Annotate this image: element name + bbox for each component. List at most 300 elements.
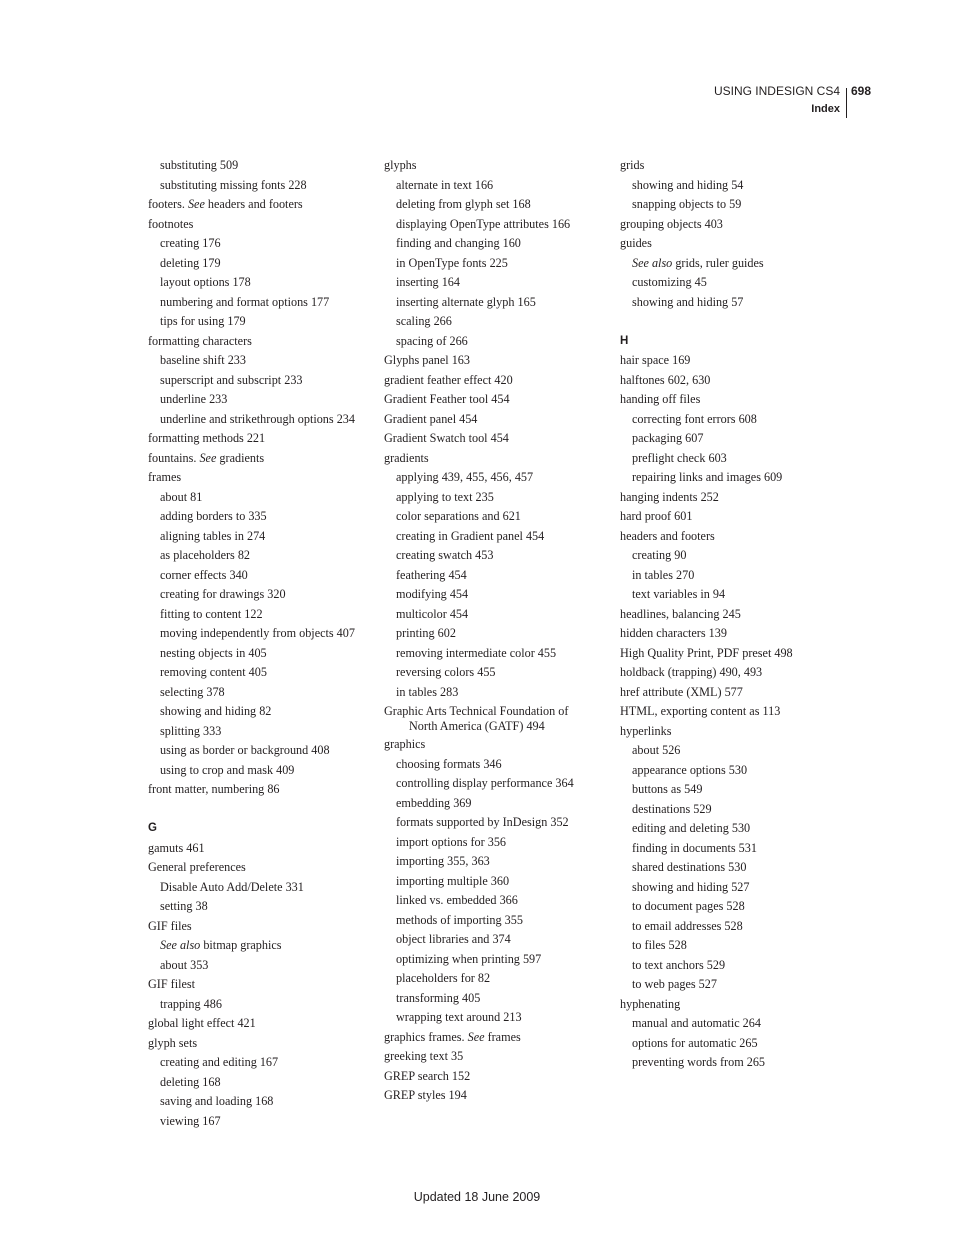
index-subentry — [384, 507, 614, 527]
entry-text: creating swatch 453 — [396, 548, 494, 562]
index-subentry — [384, 527, 614, 547]
entry-text: greeking text 35 — [384, 1049, 464, 1063]
index-subentry — [148, 254, 378, 274]
index-subentry — [384, 176, 614, 196]
entry-text: multicolor 454 — [396, 606, 469, 621]
see-target: grids, ruler guides — [675, 255, 764, 270]
see-target: frames — [487, 1029, 521, 1044]
entry-text: preventing words from 265 — [632, 1055, 766, 1069]
index-subentry — [148, 390, 378, 410]
index-subentry — [620, 468, 860, 488]
entry-text: formatting methods 221 — [148, 431, 266, 445]
index-subentry — [620, 195, 860, 215]
entry-text: Gradient Feather tool 454 — [384, 392, 510, 406]
index-subentry — [620, 800, 860, 820]
index-entry — [384, 410, 614, 430]
index-entry — [148, 858, 378, 878]
index-subentry — [620, 878, 860, 898]
entry-text: creating and editing 167 — [160, 1055, 279, 1069]
entry-text: transforming 405 — [396, 990, 481, 1005]
entry-text: methods of importing 355 — [396, 912, 523, 927]
index-subentry — [148, 702, 378, 722]
entry-text: buttons as 549 — [632, 782, 703, 796]
index-subentry — [148, 488, 378, 508]
entry-text: underline and strikethrough options 234 — [160, 411, 355, 426]
index-entry — [384, 1086, 614, 1106]
index-subentry — [148, 1053, 378, 1073]
index-subentry — [148, 507, 378, 527]
spacer — [148, 800, 378, 820]
index-subentry — [148, 312, 378, 332]
entry-text: using as border or background 408 — [160, 743, 330, 757]
spacer — [620, 312, 860, 332]
index-entry — [620, 663, 860, 683]
index-entry — [384, 449, 614, 469]
entry-text: to email addresses 528 — [632, 918, 743, 933]
index-entry — [384, 1067, 614, 1087]
index-subentry — [148, 1092, 378, 1112]
index-subentry — [384, 546, 614, 566]
entry-text: guides — [620, 236, 652, 250]
entry-text: baseline shift 233 — [160, 353, 246, 367]
entry-text: Gradient Swatch tool 454 — [384, 431, 509, 445]
index-subentry — [148, 527, 378, 547]
entry-text: fountains. — [148, 450, 197, 465]
index-subentry — [148, 176, 378, 196]
entry-text: glyphs — [384, 158, 417, 172]
entry-text: removing intermediate color 455 — [396, 645, 557, 660]
index-subentry — [384, 872, 614, 892]
index-subentry — [384, 215, 614, 235]
entry-text: options for automatic 265 — [632, 1035, 758, 1050]
index-entry — [620, 995, 860, 1015]
index-entry — [620, 215, 860, 235]
index-subentry — [384, 566, 614, 586]
index-entry — [384, 156, 614, 176]
index-subentry — [384, 468, 614, 488]
entry-text: aligning tables in 274 — [160, 528, 266, 543]
entry-text: reversing colors 455 — [396, 665, 496, 679]
index-subentry — [620, 254, 860, 274]
entry-text: creating in Gradient panel 454 — [396, 528, 545, 543]
entry-text: frames — [148, 470, 182, 484]
index-entry — [620, 507, 860, 527]
index-subentry — [620, 761, 860, 781]
index-subentry — [148, 566, 378, 586]
header-divider — [846, 88, 847, 118]
entry-continuation: North America (GATF) 494 — [409, 719, 545, 733]
entry-text: saving and loading 168 — [160, 1094, 274, 1108]
entry-text: packaging 607 — [632, 431, 704, 445]
index-subentry — [384, 813, 614, 833]
entry-text: in tables 283 — [396, 684, 459, 699]
entry-text: gamuts 461 — [148, 840, 205, 855]
index-subentry — [384, 833, 614, 853]
index-subentry — [148, 156, 378, 176]
index-entry — [620, 644, 860, 664]
index-entry — [148, 195, 378, 215]
entry-text: removing content 405 — [160, 665, 267, 679]
see-target: gradients — [219, 450, 265, 465]
index-entry — [148, 429, 378, 449]
index-subentry — [148, 605, 378, 625]
index-column-1 — [148, 156, 378, 1131]
entry-text: gradients — [384, 450, 429, 465]
index-subentry — [384, 605, 614, 625]
entry-text: displaying OpenType attributes 166 — [396, 216, 571, 231]
index-subentry — [384, 254, 614, 274]
entry-text: High Quality Print, PDF preset 498 — [620, 645, 793, 660]
index-subentry — [384, 585, 614, 605]
index-subentry — [384, 950, 614, 970]
index-subentry — [620, 449, 860, 469]
see-reference: See — [187, 197, 205, 211]
index-subentry — [384, 852, 614, 872]
entry-text: grouping objects 403 — [620, 216, 723, 231]
index-entry — [148, 780, 378, 800]
see-target: bitmap graphics — [203, 938, 282, 952]
entry-text: adding borders to 335 — [160, 509, 267, 523]
entry-text: splitting 333 — [160, 723, 222, 738]
entry-text: hidden characters 139 — [620, 626, 727, 640]
index-entry — [148, 839, 378, 859]
index-subentry — [384, 683, 614, 703]
entry-text: global light effect 421 — [148, 1016, 256, 1030]
index-subentry — [384, 969, 614, 989]
entry-text: glyph sets — [148, 1035, 198, 1050]
index-entry — [620, 371, 860, 391]
entry-text: Graphic Arts Technical Foundation of — [384, 704, 569, 718]
entry-text: GREP styles 194 — [384, 1088, 467, 1102]
index-subentry — [148, 936, 378, 956]
entry-text: footnotes — [148, 216, 194, 231]
index-subentry — [148, 995, 378, 1015]
index-entry — [620, 156, 860, 176]
index-entry — [620, 488, 860, 508]
see-reference: See — [199, 450, 217, 465]
entry-text: linked vs. embedded 366 — [396, 893, 518, 907]
index-subentry — [148, 897, 378, 917]
index-entry — [148, 468, 378, 488]
index-entry — [384, 351, 614, 371]
entry-text: moving independently from objects 407 — [160, 626, 355, 640]
entry-text: gradient feather effect 420 — [384, 372, 513, 387]
entry-text: to web pages 527 — [632, 977, 717, 991]
entry-text: graphics frames. — [384, 1029, 465, 1044]
index-subentry — [620, 176, 860, 196]
entry-text: snapping objects to 59 — [632, 197, 742, 211]
entry-text: front matter, numbering 86 — [148, 782, 280, 796]
entry-text: showing and hiding 54 — [632, 177, 744, 192]
entry-text: Glyphs panel 163 — [384, 353, 470, 367]
entry-text: fitting to content 122 — [160, 606, 263, 621]
entry-text: deleting from glyph set 168 — [396, 197, 531, 211]
entry-text: import options for 356 — [396, 834, 507, 849]
entry-text: numbering and format options 177 — [160, 294, 330, 309]
index-subentry — [620, 917, 860, 937]
index-subentry — [148, 371, 378, 391]
letter-heading: G — [148, 822, 157, 834]
index-entry — [384, 1028, 614, 1048]
entry-text: customizing 45 — [632, 275, 707, 289]
index-subentry — [620, 897, 860, 917]
index-subentry — [620, 429, 860, 449]
see-reference: See also — [632, 255, 673, 270]
index-entry — [148, 332, 378, 352]
entry-text: printing 602 — [396, 626, 456, 640]
entry-text: hanging indents 252 — [620, 489, 719, 504]
index-subentry — [148, 293, 378, 313]
entry-text: viewing 167 — [160, 1113, 221, 1128]
entry-text: feathering 454 — [396, 567, 467, 582]
entry-text: applying 439, 455, 456, 457 — [396, 470, 534, 484]
index-entry — [620, 234, 860, 254]
entry-text: hair space 169 — [620, 353, 691, 367]
index-subentry — [148, 234, 378, 254]
entry-text: shared destinations 530 — [632, 860, 747, 874]
index-entry — [384, 429, 614, 449]
entry-text: finding and changing 160 — [396, 236, 521, 250]
entry-text: deleting 179 — [160, 255, 221, 270]
index-subentry — [620, 566, 860, 586]
index-subentry — [148, 410, 378, 430]
entry-text: wrapping text around 213 — [396, 1010, 522, 1024]
entry-text: layout options 178 — [160, 275, 251, 289]
index-subentry — [620, 585, 860, 605]
index-entry — [620, 683, 860, 703]
entry-text: substituting 509 — [160, 158, 239, 172]
index-entry — [620, 722, 860, 742]
index-entry — [148, 975, 378, 995]
index-subentry — [620, 546, 860, 566]
index-entry — [620, 624, 860, 644]
entry-text: holdback (trapping) 490, 493 — [620, 665, 763, 679]
index-subentry — [148, 663, 378, 683]
index-entry — [384, 702, 614, 735]
index-subentry — [148, 273, 378, 293]
entry-text: halftones 602, 630 — [620, 372, 711, 387]
index-subentry — [148, 546, 378, 566]
index-subentry — [384, 195, 614, 215]
entry-text: scaling 266 — [396, 314, 452, 328]
index-entry — [620, 527, 860, 547]
index-subentry — [620, 936, 860, 956]
index-column-2 — [384, 156, 614, 1106]
index-entry — [148, 449, 378, 469]
entry-text: appearance options 530 — [632, 762, 748, 777]
entry-text: tips for using 179 — [160, 314, 246, 328]
index-entry — [148, 215, 378, 235]
index-subentry — [148, 761, 378, 781]
index-entry — [384, 390, 614, 410]
index-subentry — [148, 624, 378, 644]
entry-text: href attribute (XML) 577 — [620, 684, 743, 699]
entry-text: to text anchors 529 — [632, 957, 726, 972]
index-subentry — [384, 755, 614, 775]
index-subentry — [384, 1008, 614, 1028]
entry-text: creating 176 — [160, 236, 221, 250]
entry-text: Disable Auto Add/Delete 331 — [160, 879, 304, 894]
index-subentry — [384, 293, 614, 313]
index-entry — [620, 390, 860, 410]
entry-text: color separations and 621 — [396, 509, 521, 523]
entry-text: formats supported by InDesign 352 — [396, 815, 569, 829]
entry-text: selecting 378 — [160, 684, 225, 699]
entry-text: object libraries and 374 — [396, 932, 511, 946]
entry-text: showing and hiding 527 — [632, 879, 750, 894]
entry-text: handing off files — [620, 392, 701, 406]
index-subentry — [384, 891, 614, 911]
index-subentry — [384, 774, 614, 794]
index-subentry — [620, 858, 860, 878]
index-subentry — [384, 273, 614, 293]
entry-text: hyperlinks — [620, 723, 672, 738]
entry-text: correcting font errors 608 — [632, 411, 757, 426]
entry-text: to document pages 528 — [632, 899, 745, 913]
letter-heading: H — [620, 334, 629, 347]
entry-text: controlling display performance 364 — [396, 776, 574, 790]
entry-text: deleting 168 — [160, 1074, 221, 1089]
index-subentry — [620, 1014, 860, 1034]
see-reference: See — [467, 1029, 485, 1044]
entry-text: choosing formats 346 — [396, 756, 502, 771]
index-subentry — [384, 234, 614, 254]
entry-text: about 353 — [160, 957, 209, 972]
entry-text: nesting objects in 405 — [160, 645, 267, 660]
entry-text: inserting 164 — [396, 275, 460, 289]
entry-text: creating for drawings 320 — [160, 587, 286, 601]
entry-text: spacing of 266 — [396, 333, 468, 348]
index-subentry — [148, 585, 378, 605]
index-subentry — [148, 1073, 378, 1093]
index-subentry — [620, 293, 860, 313]
index-subentry — [148, 956, 378, 976]
entry-text: GIF files — [148, 918, 192, 933]
see-reference: See also — [160, 938, 201, 952]
entry-text: formatting characters — [148, 333, 252, 348]
index-subentry — [620, 410, 860, 430]
book-title: USING INDESIGN CS4 — [713, 84, 840, 98]
index-subentry — [148, 683, 378, 703]
index-subentry — [384, 644, 614, 664]
entry-text: embedding 369 — [396, 795, 472, 810]
entry-text: hyphenating — [620, 996, 681, 1011]
index-subentry — [620, 780, 860, 800]
entry-text: grids — [620, 158, 645, 172]
entry-text: repairing links and images 609 — [632, 470, 783, 484]
entry-text: showing and hiding 82 — [160, 704, 272, 718]
index-entry — [148, 917, 378, 937]
page-number: 698 — [851, 84, 872, 98]
index-column-3 — [620, 156, 860, 1073]
entry-text: General preferences — [148, 860, 246, 874]
entry-text: inserting alternate glyph 165 — [396, 294, 536, 309]
index-subentry — [384, 488, 614, 508]
entry-text: destinations 529 — [632, 801, 712, 816]
entry-text: manual and automatic 264 — [632, 1016, 761, 1030]
index-subentry — [384, 663, 614, 683]
entry-text: preflight check 603 — [632, 450, 727, 465]
entry-text: applying to text 235 — [396, 489, 494, 504]
entry-text: editing and deleting 530 — [632, 821, 751, 835]
index-subentry — [384, 794, 614, 814]
index-subentry — [384, 911, 614, 931]
entry-text: to files 528 — [632, 938, 687, 952]
index-entry — [384, 1047, 614, 1067]
entry-text: in tables 270 — [632, 567, 695, 582]
index-subentry — [620, 839, 860, 859]
index-entry — [384, 371, 614, 391]
index-entry — [620, 702, 860, 722]
entry-text: placeholders for 82 — [396, 971, 491, 985]
index-subentry — [620, 741, 860, 761]
entry-text: footers. — [148, 197, 185, 211]
entry-text: alternate in text 166 — [396, 177, 494, 192]
index-subentry — [384, 989, 614, 1009]
entry-text: importing multiple 360 — [396, 873, 510, 888]
entry-text: about 526 — [632, 743, 681, 757]
index-subentry — [148, 741, 378, 761]
entry-text: about 81 — [160, 489, 203, 504]
index-subentry — [148, 1112, 378, 1132]
see-target: headers and footers — [207, 197, 303, 211]
entry-text: creating 90 — [632, 548, 687, 562]
entry-text: text variables in 94 — [632, 587, 726, 601]
index-subentry — [148, 722, 378, 742]
entry-text: corner effects 340 — [160, 567, 248, 582]
entry-text: importing 355, 363 — [396, 854, 490, 868]
index-subentry — [148, 351, 378, 371]
entry-text: GREP search 152 — [384, 1068, 471, 1083]
index-entry — [620, 351, 860, 371]
entry-text: substituting missing fonts 228 — [160, 177, 307, 192]
index-entry — [148, 1034, 378, 1054]
entry-text: trapping 486 — [160, 996, 222, 1011]
entry-text: in OpenType fonts 225 — [396, 255, 508, 270]
entry-text: superscript and subscript 233 — [160, 372, 303, 387]
entry-text: hard proof 601 — [620, 509, 693, 523]
entry-text: Gradient panel 454 — [384, 411, 478, 426]
entry-text: setting 38 — [160, 899, 208, 913]
entry-text: as placeholders 82 — [160, 548, 251, 562]
entry-text: HTML, exporting content as 113 — [620, 704, 781, 718]
index-subentry — [620, 975, 860, 995]
index-subentry — [384, 624, 614, 644]
index-subentry — [620, 956, 860, 976]
entry-text: finding in documents 531 — [632, 840, 757, 855]
section-name: Index — [811, 103, 840, 115]
index-entry — [620, 605, 860, 625]
index-subentry — [620, 273, 860, 293]
entry-text: showing and hiding 57 — [632, 294, 744, 309]
entry-text: underline 233 — [160, 392, 228, 406]
index-entry — [384, 735, 614, 755]
index-entry — [148, 1014, 378, 1034]
index-subentry — [148, 878, 378, 898]
index-subentry — [384, 332, 614, 352]
index-subentry — [620, 819, 860, 839]
entry-text: graphics — [384, 737, 426, 751]
entry-text: using to crop and mask 409 — [160, 762, 295, 777]
entry-text: optimizing when printing 597 — [396, 951, 542, 966]
entry-text: modifying 454 — [396, 587, 469, 601]
index-subentry — [620, 1034, 860, 1054]
index-subentry — [384, 312, 614, 332]
index-subentry — [148, 644, 378, 664]
entry-text: GIF filest — [148, 977, 196, 991]
page-footer: Updated 18 June 2009 — [413, 1190, 541, 1204]
entry-text: headers and footers — [620, 528, 715, 543]
